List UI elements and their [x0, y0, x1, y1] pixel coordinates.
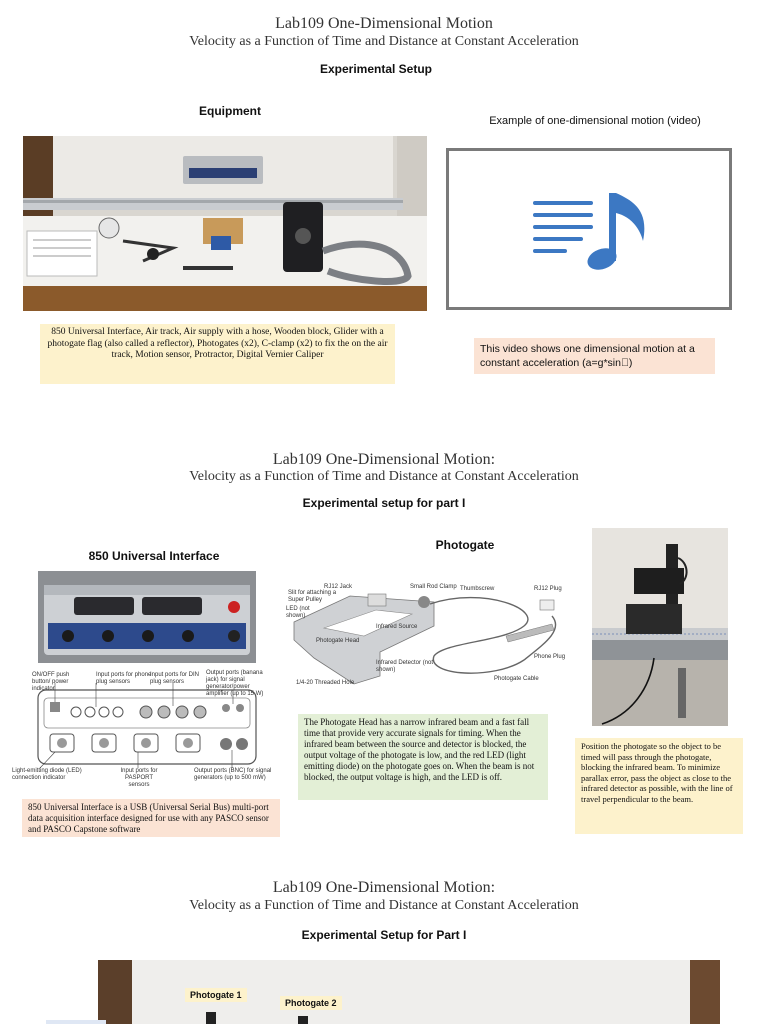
- photogate-diagram: [284, 580, 574, 692]
- label-rod-clamp: Small Rod Clamp: [410, 584, 457, 590]
- label-phone-plug: Phone Plug: [534, 654, 566, 660]
- slide2-title: Lab109 One-Dimensional Motion:: [272, 451, 496, 468]
- equipment-caption: 850 Universal Interface, Air track, Air supply with a hose, Wooden block, Glider with a photogate flag (also called a reflector), Photogates (x2), C-clamp (x2) to fix the on the air track, Motion sensor, Protractor, Digital Vernier Caliper: [40, 324, 395, 384]
- equipment-photo: [23, 136, 427, 311]
- slide2-subtitle: Velocity as a Function of Time and Distance at Constant Acceleration: [189, 469, 579, 484]
- label-photogate-cable: Photogate Cable: [494, 676, 539, 682]
- label-din: Input ports for DIN plug sensors: [150, 672, 200, 685]
- video-heading: Example of one-dimensional motion (video): [489, 115, 701, 127]
- slide2-heading: Experimental setup for part I: [302, 496, 466, 510]
- slide3-heading: Experimental Setup for Part I: [301, 928, 467, 942]
- label-photogate-head: Photogate Head: [316, 638, 360, 644]
- photogate-caption: The Photogate Head has a narrow infrared beam and a fast fall time that provide very accurate signals for timing. When the infrared beam between the source and detector is blocked, the output voltage of the photogate is low, and the red LED (light emitting diode) on the photogate goes on. When the beam is not blocked, the output voltage is high, and the LED is off.: [298, 714, 548, 800]
- label-output: Output ports (banana jack) for signal generator/power amplifier (up to 15 W): [206, 670, 264, 697]
- music-note-icon: [449, 151, 729, 307]
- video-player[interactable]: [446, 148, 732, 310]
- interface-caption: 850 Universal Interface is a USB (Universal Serial Bus) multi-port data acquisition interface designed for use with any PASCO sensor and PASCO Capstone software: [22, 799, 280, 837]
- label-threaded-hole: 1/4-20 Threaded Hole: [296, 680, 355, 686]
- interface-diagram: [10, 668, 272, 786]
- label-led-photogate: LED (not shown): [286, 606, 310, 619]
- label-led: Light-emitting diode (LED) connection indicator: [12, 768, 82, 781]
- photogate-photo: [592, 528, 728, 726]
- label-rj12-jack: RJ12 Jack: [324, 584, 353, 590]
- label-pasport: Input ports for PASPORT sensors: [120, 768, 158, 788]
- label-onoff: ON/OFF push button/ power indicator: [32, 672, 70, 692]
- tag-photogate-2: Photogate 2: [280, 996, 342, 1010]
- position-caption: Position the photogate so the object to be timed will pass through the photogate, blocking the infrared beam. To minimize parallax error, pass the object as close to the infrared detector as possible, with the line of travel perpendicular to the beam.: [575, 738, 743, 834]
- label-ir-detector: Infrared Detector (not shown): [376, 660, 434, 673]
- slide3-title: Lab109 One-Dimensional Motion:: [272, 879, 496, 896]
- slide1-title: Lab109 One-Dimensional Motion: [275, 15, 493, 32]
- equipment-heading: Equipment: [199, 104, 261, 118]
- tag-photogate-1: Photogate 1: [185, 988, 247, 1002]
- label-bnc: Output ports (BNC) for signal generators (up to 500 mW): [194, 768, 272, 781]
- video-caption: This video shows one dimensional motion at a constant acceleration (a=g*sin ): [474, 338, 715, 374]
- label-rj12-plug: RJ12 Plug: [534, 586, 562, 592]
- label-phone: Input ports for phone plug sensors: [96, 672, 152, 685]
- partial-box: [46, 1020, 106, 1024]
- slide1-heading: Experimental Setup: [319, 62, 433, 76]
- label-ir-source: Infrared Source: [376, 624, 418, 630]
- label-slit: Slit for attaching a Super Pulley: [288, 590, 337, 603]
- slide3-subtitle: Velocity as a Function of Time and Distance at Constant Acceleration: [189, 898, 579, 913]
- photogate-heading: Photogate: [435, 538, 495, 552]
- slide1-subtitle: Velocity as a Function of Time and Distance at Constant Acceleration: [189, 34, 579, 49]
- label-thumbscrew: Thumbscrew: [460, 586, 495, 592]
- interface-photo: [38, 571, 256, 663]
- interface-heading: 850 Universal Interface: [88, 549, 220, 563]
